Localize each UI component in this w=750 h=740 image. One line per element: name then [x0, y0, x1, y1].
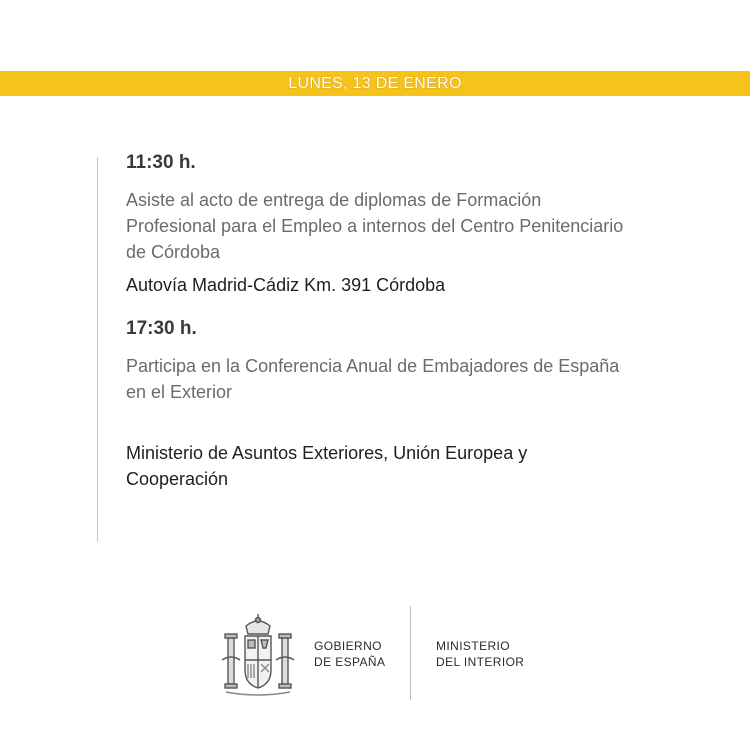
description-line: Asiste al acto de entrega de diplomas de Formación [126, 190, 542, 210]
ministry-line: MINISTERIO [436, 639, 511, 653]
location-line: Cooperación [126, 469, 229, 489]
government-line: GOBIERNO [314, 639, 382, 653]
description-line: Participa en la Conferencia Anual de Embajadores de España [126, 356, 620, 376]
description-line: de Córdoba [126, 242, 221, 262]
description-line: Profesional para el Empleo a internos del Centro Penitenciario [126, 216, 624, 236]
timeline-divider [97, 157, 98, 542]
footer-branding [218, 606, 548, 700]
footer-divider [410, 606, 411, 700]
event-time: 11:30 h. [126, 152, 196, 173]
date-banner [0, 71, 750, 96]
ministry-line: DEL INTERIOR [436, 655, 525, 669]
event-time: 17:30 h. [126, 318, 197, 339]
government-line: DE ESPAÑA [314, 655, 386, 669]
description-line: en el Exterior [126, 382, 233, 402]
location-line: Autovía Madrid-Cádiz Km. 391 Córdoba [126, 275, 446, 295]
event-location [126, 272, 706, 298]
event-description [126, 187, 706, 265]
event-location [126, 440, 626, 492]
spain-coat-of-arms-icon [218, 612, 298, 698]
location-line: Ministerio de Asuntos Exteriores, Unión Europea y [126, 443, 528, 463]
date-label: LUNES, 13 DE ENERO [288, 74, 462, 92]
event-description [126, 353, 706, 405]
ministry-label [436, 638, 524, 670]
government-label [314, 638, 385, 670]
